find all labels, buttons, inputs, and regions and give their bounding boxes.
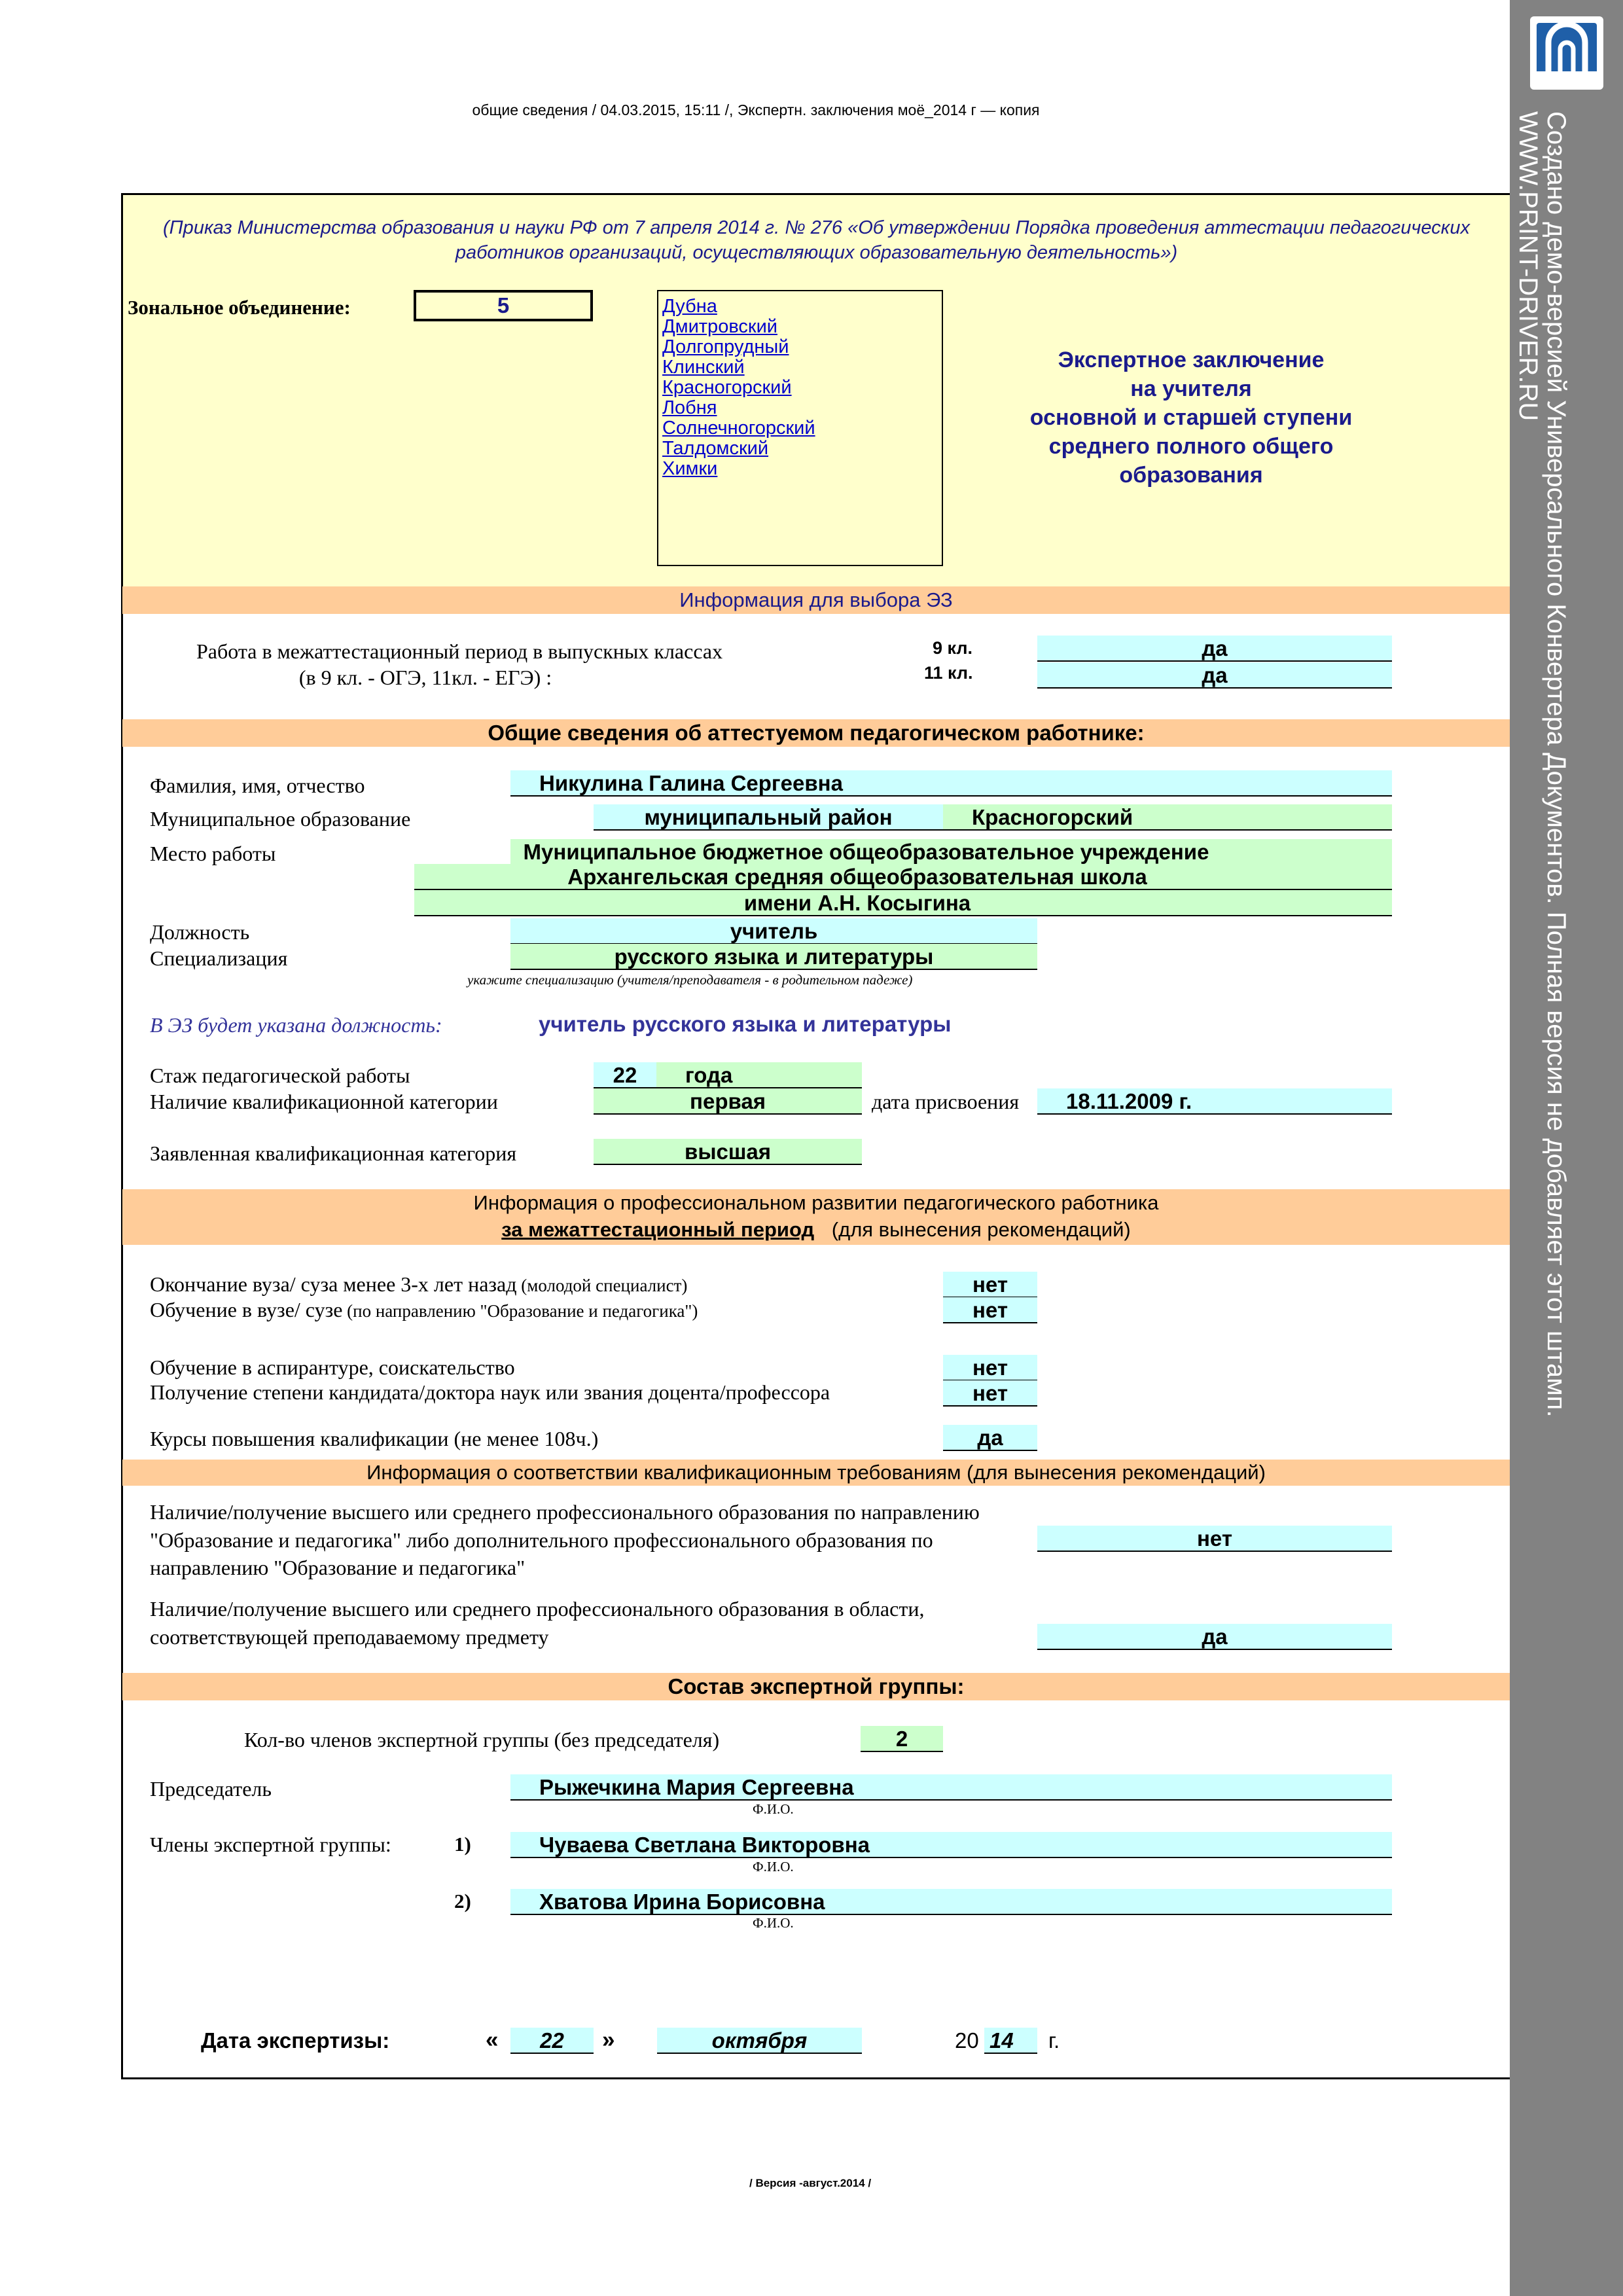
member-2-caption: Ф.И.О. bbox=[753, 1915, 794, 1931]
district-list bbox=[657, 290, 943, 566]
specialization-label: Специализация bbox=[150, 946, 288, 970]
experience-years-field[interactable]: 22 bbox=[594, 1062, 656, 1088]
member-1-field[interactable]: Чуваева Светлана Викторовна bbox=[510, 1832, 1392, 1858]
section-prof-dev-subtitle bbox=[122, 1217, 1510, 1243]
exam-date-open-quote: « bbox=[486, 2027, 499, 2053]
district-link[interactable]: Клинский bbox=[662, 357, 745, 378]
exam-year-prefix: 20 bbox=[955, 2028, 979, 2053]
section-choice bbox=[122, 586, 1510, 614]
qual-1-line-2: "Образование и педагогика" либо дополнительного профессионального образования по bbox=[150, 1528, 933, 1552]
zone-input[interactable]: 5 bbox=[414, 290, 593, 321]
document-title bbox=[982, 346, 1400, 490]
group-count-field[interactable]: 2 bbox=[861, 1726, 943, 1752]
section-prof-dev-period: за межаттестационный период bbox=[501, 1218, 815, 1241]
declared-category-field[interactable]: высшая bbox=[594, 1139, 862, 1165]
fio-label: Фамилия, имя, отчество bbox=[150, 774, 365, 797]
converter-logo-icon bbox=[1530, 16, 1603, 90]
section-qualification-title: Информация о соответствии квалификационным требованиям (для вынесения рекомендаций) bbox=[366, 1461, 1266, 1484]
section-general bbox=[122, 719, 1510, 747]
exam-day-field[interactable]: 22 bbox=[510, 2028, 594, 2054]
decree-line-2: работников организаций, осуществляющих образовательную деятельность») bbox=[455, 242, 1178, 263]
workplace-label: Место работы bbox=[150, 842, 276, 865]
exam-date-label: Дата экспертизы: bbox=[201, 2028, 390, 2053]
exam-month-field[interactable]: октября bbox=[657, 2028, 862, 2054]
exam-work-label-1: Работа в межаттестационный период в выпускных классах bbox=[196, 639, 723, 663]
section-qualification bbox=[122, 1460, 1510, 1486]
fio-field[interactable]: Никулина Галина Сергеевна bbox=[510, 770, 1392, 797]
ez-position-value: учитель русского языка и литературы bbox=[539, 1012, 952, 1036]
version-footer: / Версия -август.2014 / bbox=[749, 2177, 872, 2189]
title-line: Экспертное заключение bbox=[1058, 348, 1325, 372]
section-prof-dev bbox=[122, 1189, 1510, 1245]
district-link[interactable]: Дмитровский bbox=[662, 316, 777, 337]
specialization-hint: укажите специализацию (учителя/преподавателя - в родительном падеже) bbox=[467, 972, 913, 988]
decree-line-1: (Приказ Министерства образования и науки РФ от 7 апреля 2014 г. № 276 «Об утверждении Порядка проведения аттестации педагогических bbox=[163, 217, 1470, 238]
district-link[interactable]: Талдомский bbox=[662, 438, 769, 459]
category-date-label: дата присвоения bbox=[872, 1090, 1020, 1113]
prof-dev-text: Обучение в вузе/ сузе bbox=[150, 1298, 343, 1321]
prof-dev-text: Окончание вуза/ суза менее 3-х лет назад bbox=[150, 1272, 517, 1296]
member-2-number: 2) bbox=[454, 1890, 471, 1912]
prof-dev-label: Курсы повышения квалификации (не менее 108ч.) bbox=[150, 1427, 599, 1450]
prof-dev-field[interactable]: да bbox=[943, 1425, 1037, 1451]
section-expert-group bbox=[122, 1673, 1510, 1700]
ez-position-label: В ЭЗ будет указана должность: bbox=[150, 1013, 442, 1037]
district-link[interactable]: Солнечногорский bbox=[662, 418, 815, 439]
title-line: среднего полного общего bbox=[1048, 434, 1334, 459]
exam-year-unit: г. bbox=[1048, 2028, 1060, 2053]
grade9-field[interactable]: да bbox=[1037, 636, 1392, 662]
municipality-label: Муниципальное образование bbox=[150, 807, 411, 831]
qual-1-line-1: Наличие/получение высшего или среднего профессионального образования по направлению bbox=[150, 1500, 980, 1524]
district-link[interactable]: Долгопрудный bbox=[662, 336, 789, 357]
experience-label: Стаж педагогической работы bbox=[150, 1064, 410, 1087]
district-link[interactable]: Красногорский bbox=[662, 377, 792, 398]
chair-caption: Ф.И.О. bbox=[753, 1801, 794, 1817]
section-prof-dev-tail: (для вынесения рекомендаций) bbox=[831, 1218, 1131, 1241]
section-expert-group-title: Состав экспертной группы: bbox=[668, 1674, 965, 1698]
category-field[interactable]: первая bbox=[594, 1088, 862, 1115]
member-1-caption: Ф.И.О. bbox=[753, 1859, 794, 1874]
page-header: общие сведения / 04.03.2015, 15:11 /, Экспертн. заключения моё_2014 г — копия bbox=[472, 101, 1040, 118]
exam-date-close-quote: » bbox=[602, 2027, 615, 2053]
category-date-field[interactable]: 18.11.2009 г. bbox=[1037, 1088, 1392, 1115]
watermark-url: WWW.PRINT-DRIVER.RU bbox=[1514, 111, 1543, 422]
municipality-type-field[interactable]: муниципальный район bbox=[594, 804, 943, 831]
prof-dev-field[interactable]: нет bbox=[943, 1380, 1037, 1407]
qual-2-line-2: соответствующей преподаваемому предмету bbox=[150, 1625, 549, 1649]
section-prof-dev-title: Информация о профессиональном развитии педагогического работника bbox=[473, 1191, 1159, 1214]
municipality-name-field[interactable]: Красногорский bbox=[943, 804, 1392, 831]
prof-dev-note: (молодой специалист) bbox=[516, 1276, 688, 1295]
qual-1-field[interactable]: нет bbox=[1037, 1526, 1392, 1552]
exam-year-field[interactable]: 14 bbox=[984, 2028, 1037, 2054]
section-general-title: Общие сведения об аттестуемом педагогическом работнике: bbox=[488, 721, 1145, 745]
experience-unit: года bbox=[656, 1062, 862, 1088]
workplace-line-1[interactable]: Муниципальное бюджетное общеобразовательное учреждение bbox=[510, 839, 1392, 865]
grade11-label: 11 кл. bbox=[924, 663, 973, 683]
qual-2-line-1: Наличие/получение высшего или среднего профессионального образования в области, bbox=[150, 1597, 925, 1621]
group-count-label: Кол-во членов экспертной группы (без председателя) bbox=[244, 1728, 720, 1751]
watermark-text: Создано демо-версией Универсального Конвертера Документов. Полная версия не добавляет этот штамп. bbox=[1542, 111, 1571, 1418]
specialization-field[interactable]: русского языка и литературы bbox=[510, 944, 1037, 970]
prof-dev-label bbox=[150, 1271, 687, 1299]
title-line: основной и старшей ступени bbox=[1029, 405, 1353, 430]
member-2-field[interactable]: Хватова Ирина Борисовна bbox=[510, 1889, 1392, 1915]
prof-dev-label: Обучение в аспирантуре, соискательство bbox=[150, 1355, 515, 1379]
position-field[interactable]: учитель bbox=[510, 918, 1037, 944]
workplace-line-3[interactable]: имени А.Н. Косыгина bbox=[414, 890, 1392, 916]
qual-2-field[interactable]: да bbox=[1037, 1624, 1392, 1650]
grade11-field[interactable]: да bbox=[1037, 662, 1392, 689]
district-link[interactable]: Лобня bbox=[662, 397, 717, 418]
prof-dev-field[interactable]: нет bbox=[943, 1297, 1037, 1323]
section-choice-title: Информация для выбора ЭЗ bbox=[679, 588, 953, 611]
declared-category-label: Заявленная квалификационная категория bbox=[150, 1141, 517, 1165]
zone-label: Зональное объединение: bbox=[128, 296, 351, 319]
chair-label: Председатель bbox=[150, 1777, 272, 1801]
qual-1-line-3: направлению "Образование и педагогика" bbox=[150, 1556, 526, 1579]
position-label: Должность bbox=[150, 920, 250, 944]
title-line: на учителя bbox=[1130, 376, 1252, 401]
members-label: Члены экспертной группы: bbox=[150, 1833, 391, 1856]
member-1-number: 1) bbox=[454, 1833, 471, 1856]
district-link[interactable]: Химки bbox=[662, 458, 718, 479]
prof-dev-label: Получение степени кандидата/доктора наук или звания доцента/профессора bbox=[150, 1380, 830, 1404]
title-line: образования bbox=[1119, 463, 1263, 488]
exam-work-label-2: (в 9 кл. - ОГЭ, 11кл. - ЕГЭ) : bbox=[298, 666, 552, 689]
prof-dev-field[interactable]: нет bbox=[943, 1272, 1037, 1298]
category-label: Наличие квалификационной категории bbox=[150, 1090, 498, 1113]
prof-dev-label bbox=[150, 1297, 698, 1324]
prof-dev-note: (по направлению "Образование и педагогика") bbox=[342, 1301, 698, 1321]
grade9-label: 9 кл. bbox=[933, 638, 973, 658]
prof-dev-field[interactable]: нет bbox=[943, 1355, 1037, 1381]
workplace-line-2[interactable]: Архангельская средняя общеобразовательная школа bbox=[414, 864, 1392, 890]
district-link[interactable]: Дубна bbox=[662, 296, 717, 317]
chair-field[interactable]: Рыжечкина Мария Сергеевна bbox=[510, 1774, 1392, 1801]
